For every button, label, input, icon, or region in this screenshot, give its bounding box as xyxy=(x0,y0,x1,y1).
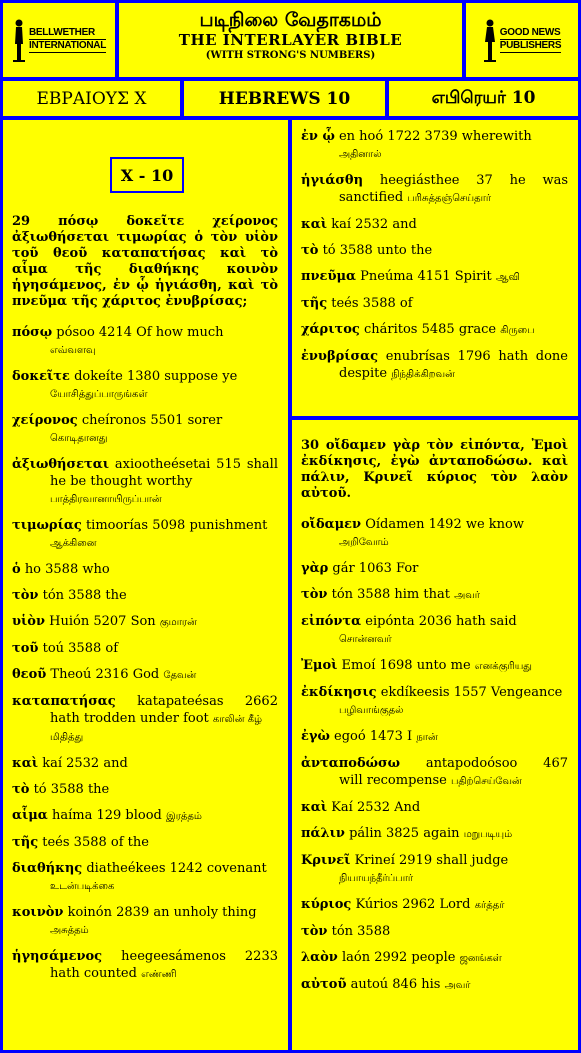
title-tamil: படிநிலை வேதாகமம் xyxy=(199,9,382,31)
tamil-gloss: உடன்படிக்கை xyxy=(50,881,115,892)
title-subtitle: (WITH STRONG'S NUMBERS) xyxy=(205,50,376,61)
tamil-gloss: நான் xyxy=(416,732,438,743)
transliteration-strongs-gloss: tó 3588 the xyxy=(33,782,110,797)
word-entry xyxy=(301,755,568,790)
greek-word: ἀνταποδώσω xyxy=(301,756,400,771)
right-bottom-content xyxy=(301,438,568,1003)
verse-30-word-list xyxy=(301,516,568,994)
transliteration-strongs-gloss: ekdíkeesis 1557 Vengeance xyxy=(380,685,563,700)
gloss-continuation: will recompense xyxy=(339,773,447,788)
word-entry xyxy=(301,976,568,994)
verse-29-text: 29 πόσῳ δοκεῖτε χείρονος ἀξιωθήσεται τιμωρίας ὁ τὸν υἱὸν τοῦ θεοῦ καταπατήσας καὶ τὸ αἷμα τῆς διαθήκης κοινὸν ἡγησάμενος, ἐν ᾧ ἡγιάσθη, καὶ τὸ πνεῦμα τῆς χάριτος ἐνυβρίσας; xyxy=(12,214,278,309)
word-entry xyxy=(301,949,568,967)
transliteration-strongs-gloss: timoorías 5098 punishment xyxy=(85,518,268,533)
tamil-gloss: ஆக்கினை xyxy=(50,538,97,549)
word-entry xyxy=(301,560,568,577)
word-entry xyxy=(301,657,568,675)
greek-word: ἀξιωθήσεται xyxy=(12,457,110,472)
greek-word: θεοῦ xyxy=(12,667,47,682)
logo-left xyxy=(3,3,115,77)
transliteration-strongs-gloss: enubrísas 1796 hath done xyxy=(385,349,568,364)
transliteration-strongs-gloss: diatheékees 1242 covenant xyxy=(86,861,267,876)
tamil-gloss: காலின் கீழ் மிதித்து xyxy=(50,714,263,743)
word-entry xyxy=(301,172,568,207)
greek-word: χάριτος xyxy=(301,322,360,337)
bellwether-figure-icon xyxy=(12,18,26,62)
verse-30-text: 30 οἴδαμεν γὰρ τὸν εἰπόντα, Ἐμοὶ ἐκδίκησις, ἐγὼ ἀνταποδώσω. καὶ πάλιν, Κρινεῖ κύριος τὸν λαὸν αὐτοῦ. xyxy=(301,438,568,501)
tamil-gloss: அதினால் xyxy=(339,149,382,160)
logo-right xyxy=(466,3,578,77)
word-entry xyxy=(301,268,568,286)
verse-reference: X - 10 xyxy=(110,157,184,193)
word-entry xyxy=(301,923,568,940)
tamil-gloss: கர்த்தர் xyxy=(474,900,505,911)
word-entry xyxy=(12,807,278,825)
tamil-gloss: நியாயந்தீர்ப்பார் xyxy=(339,873,414,884)
tamil-gloss: சொன்னவர் xyxy=(339,634,392,645)
word-entry xyxy=(301,684,568,719)
book-english: HEBREWS 10 xyxy=(184,81,385,116)
tamil-gloss: எண்ணி xyxy=(141,969,177,980)
word-entry xyxy=(12,834,278,851)
word-entry xyxy=(12,693,278,746)
greek-word: ἐκδίκησις xyxy=(301,685,377,700)
greek-word: αἷμα xyxy=(12,808,48,823)
transliteration-strongs-gloss: eipónta 2036 hath said xyxy=(365,614,517,629)
verse-29-continued-word-list xyxy=(301,128,568,383)
word-entry xyxy=(301,128,568,163)
greek-word: υἱὸν xyxy=(12,614,46,629)
logo-right-line1: GOOD NEWS xyxy=(499,27,561,38)
greek-word: ἐν ᾧ xyxy=(301,129,335,144)
word-entry xyxy=(12,613,278,631)
tamil-gloss: ஜனங்கள் xyxy=(459,953,502,964)
greek-word: γὰρ xyxy=(301,561,329,576)
transliteration-strongs-gloss: en hoó 1722 3739 wherewith xyxy=(338,129,532,144)
tamil-gloss: அவர் xyxy=(444,980,471,991)
word-entry xyxy=(12,561,278,578)
greek-word: τῆς xyxy=(12,835,39,850)
word-entry xyxy=(301,242,568,259)
greek-word: οἴδαμεν xyxy=(301,517,362,532)
transliteration-strongs-gloss: tón 3588 xyxy=(331,924,391,939)
transliteration-strongs-gloss: Krineí 2919 shall judge xyxy=(354,853,509,868)
word-entry xyxy=(12,948,278,983)
left-column-content xyxy=(12,214,278,992)
word-entry xyxy=(12,666,278,684)
gloss-continuation: sanctified xyxy=(339,190,404,205)
gloss-continuation: hath trodden under foot xyxy=(50,711,209,726)
transliteration-strongs-gloss: kaí 2532 and xyxy=(331,217,417,232)
greek-word: πάλιν xyxy=(301,826,345,841)
greek-word: Ἐμοὶ xyxy=(301,658,338,673)
transliteration-strongs-gloss: Pneúma 4151 Spirit xyxy=(360,269,492,284)
transliteration-strongs-gloss: autoú 846 his xyxy=(350,977,441,992)
greek-word: Κρινεῖ xyxy=(301,853,351,868)
transliteration-strongs-gloss: haíma 129 blood xyxy=(51,808,162,823)
word-entry xyxy=(301,216,568,233)
transliteration-strongs-gloss: pósoo 4214 Of how much xyxy=(56,325,224,340)
transliteration-strongs-gloss: laón 2992 people xyxy=(341,950,456,965)
logo-left-line1: BELLWETHER xyxy=(29,27,106,40)
greek-word: ἐγὼ xyxy=(301,729,330,744)
transliteration-strongs-gloss: Theoú 2316 God xyxy=(50,667,160,682)
tamil-gloss: பரிசுத்தஞ்செய்தார் xyxy=(407,193,492,204)
greek-word: χείρονος xyxy=(12,413,78,428)
word-entry xyxy=(301,516,568,551)
tamil-gloss: எனக்குரியது xyxy=(474,661,532,672)
transliteration-strongs-gloss: toú 3588 of xyxy=(42,641,119,656)
tamil-gloss: அவர் xyxy=(454,590,480,601)
transliteration-strongs-gloss: Kaí 2532 And xyxy=(331,800,421,815)
title-english: THE INTERLAYER BIBLE xyxy=(178,31,403,49)
word-entry xyxy=(12,324,278,359)
transliteration-strongs-gloss: heegeesámenos 2233 xyxy=(121,949,278,964)
word-entry xyxy=(12,517,278,552)
tamil-gloss: யோசித்துப்பாருங்கள் xyxy=(50,389,148,400)
transliteration-strongs-gloss: tón 3588 him that xyxy=(331,587,450,602)
transliteration-strongs-gloss: pálin 3825 again xyxy=(349,826,460,841)
greek-word: τῆς xyxy=(301,296,328,311)
greek-word: τοῦ xyxy=(12,641,39,656)
transliteration-strongs-gloss: teés 3588 of xyxy=(331,296,413,311)
book-greek: ΕΒΡΑΙΟΥΣ X xyxy=(3,81,180,116)
greek-word: ἡγησάμενος xyxy=(12,949,103,964)
tamil-gloss: பழிவாங்குதல் xyxy=(339,705,404,716)
verse-29-word-list xyxy=(12,324,278,983)
greek-word: κύριος xyxy=(301,897,352,912)
greek-word: ἡγιάσθη xyxy=(301,173,364,188)
title-panel xyxy=(119,3,462,77)
word-entry xyxy=(12,587,278,604)
transliteration-strongs-gloss: egoó 1473 I xyxy=(334,729,413,744)
word-entry xyxy=(12,755,278,772)
transliteration-strongs-gloss: cháritos 5485 grace xyxy=(363,322,497,337)
transliteration-strongs-gloss: dokeíte 1380 suppose ye xyxy=(74,369,238,384)
right-top-content xyxy=(301,128,568,392)
tamil-gloss: எவ்வளவு xyxy=(50,345,96,356)
transliteration-strongs-gloss: tó 3588 unto the xyxy=(322,243,433,258)
transliteration-strongs-gloss: Kúrios 2962 Lord xyxy=(355,897,471,912)
greek-word: τὸν xyxy=(12,588,39,603)
greek-word: τὸ xyxy=(12,782,30,797)
transliteration-strongs-gloss: tón 3588 the xyxy=(42,588,127,603)
word-entry xyxy=(12,860,278,895)
greek-word: κοινὸν xyxy=(12,905,64,920)
word-entry xyxy=(301,348,568,383)
word-entry xyxy=(12,640,278,657)
word-entry xyxy=(301,728,568,746)
word-entry xyxy=(301,586,568,604)
transliteration-strongs-gloss: antapodoósoo 467 xyxy=(425,756,568,771)
gloss-continuation: despite xyxy=(339,366,388,381)
tamil-gloss: கொடிதானது xyxy=(50,433,108,444)
gloss-continuation: he be thought worthy xyxy=(50,474,193,489)
transliteration-strongs-gloss: katapateésas 2662 xyxy=(137,694,278,709)
greek-word: λαὸν xyxy=(301,950,338,965)
word-entry xyxy=(12,904,278,939)
word-entry xyxy=(301,825,568,843)
greek-word: τὸν xyxy=(301,924,328,939)
gloss-continuation: hath counted xyxy=(50,966,137,981)
book-tamil: எபிரெயர் 10 xyxy=(389,81,578,116)
transliteration-strongs-gloss: koinón 2839 an unholy thing xyxy=(67,905,257,920)
tamil-gloss: பதிற்செய்வேன் xyxy=(450,776,522,787)
greek-word: αὐτοῦ xyxy=(301,977,347,992)
greek-word: διαθήκης xyxy=(12,861,83,876)
tamil-gloss: அறிவோம் xyxy=(339,537,389,548)
greek-word: καὶ xyxy=(301,217,328,232)
transliteration-strongs-gloss: heegiásthee 37 he was xyxy=(379,173,568,188)
logo-left-line2: INTERNATIONAL xyxy=(28,40,107,51)
word-entry xyxy=(301,295,568,312)
greek-word: τὸν xyxy=(301,587,328,602)
good-news-figure-icon xyxy=(483,18,497,62)
tamil-gloss: அசுத்தம் xyxy=(50,925,89,936)
word-entry xyxy=(301,799,568,816)
greek-word: ἐνυβρίσας xyxy=(301,349,379,364)
transliteration-strongs-gloss: gár 1063 For xyxy=(332,561,419,576)
word-entry xyxy=(301,852,568,887)
tamil-gloss: கிருபை xyxy=(500,325,535,336)
greek-word: εἰπόντα xyxy=(301,614,362,629)
transliteration-strongs-gloss: cheíronos 5501 sorer xyxy=(81,413,223,428)
tamil-gloss: மறுபடியும் xyxy=(463,829,513,840)
word-entry xyxy=(12,456,278,508)
transliteration-strongs-gloss: Oídamen 1492 we know xyxy=(365,517,525,532)
word-entry xyxy=(12,412,278,447)
greek-word: τὸ xyxy=(301,243,319,258)
word-entry xyxy=(12,781,278,798)
tamil-gloss: குமாரன் xyxy=(159,617,197,628)
word-entry xyxy=(12,368,278,403)
transliteration-strongs-gloss: teés 3588 of the xyxy=(42,835,149,850)
word-entry xyxy=(301,321,568,339)
greek-word: δοκεῖτε xyxy=(12,369,70,384)
tamil-gloss: இரத்தம் xyxy=(166,811,202,822)
tamil-gloss: ஆவி xyxy=(495,272,520,283)
logo-right-line2: PUBLISHERS xyxy=(499,40,562,51)
greek-word: τιμωρίας xyxy=(12,518,82,533)
word-entry xyxy=(301,613,568,648)
transliteration-strongs-gloss: Huión 5207 Son xyxy=(49,614,156,629)
tamil-gloss: பாத்திரவானாயிருப்பான் xyxy=(50,494,162,505)
greek-word: ὁ xyxy=(12,562,21,577)
greek-word: καὶ xyxy=(301,800,328,815)
transliteration-strongs-gloss: kaí 2532 and xyxy=(42,756,128,771)
greek-word: καὶ xyxy=(12,756,39,771)
greek-word: πνεῦμα xyxy=(301,269,356,284)
greek-word: καταπατήσας xyxy=(12,694,116,709)
greek-word: πόσῳ xyxy=(12,325,53,340)
transliteration-strongs-gloss: Emoí 1698 unto me xyxy=(341,658,471,673)
transliteration-strongs-gloss: axiootheésetai 515 shall xyxy=(114,457,278,472)
tamil-gloss: நிந்திக்கிறவன் xyxy=(391,369,455,380)
word-entry xyxy=(301,896,568,914)
transliteration-strongs-gloss: ho 3588 who xyxy=(24,562,110,577)
tamil-gloss: தேவன் xyxy=(163,670,197,681)
